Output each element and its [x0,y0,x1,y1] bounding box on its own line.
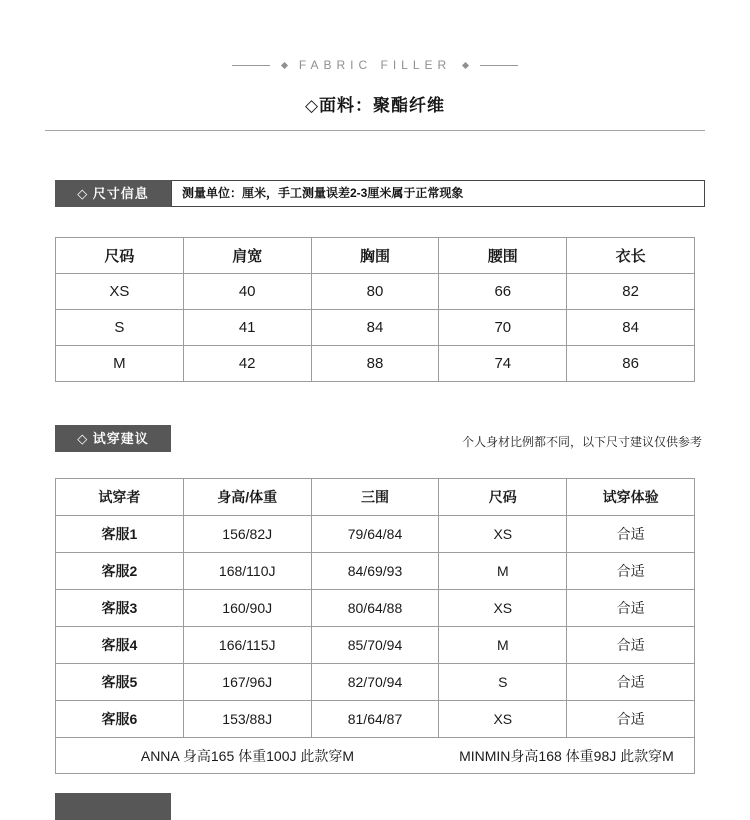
table-cell: 66 [439,274,567,310]
footer-note: ANNA 身高165 体重100J 此款穿M [56,738,439,774]
table-cell: 41 [183,310,311,346]
next-section-label-partial [55,793,171,820]
table-row [56,664,695,701]
fit-disclaimer-note: 个人身材比例都不同，以下尺寸建议仅供参考 [461,435,702,449]
table-cell: 80 [311,274,439,310]
table-cell: 70 [439,310,567,346]
table-row [56,553,695,590]
table-row [56,310,695,346]
column-header: 胸围 [311,238,439,274]
table-cell: M [439,627,567,664]
row-header-cell: 客服1 [56,516,184,553]
table-row [56,346,695,382]
table-cell: 合适 [567,516,695,553]
table-cell: 82/70/94 [311,664,439,701]
divider-line [480,65,518,66]
measurement-note: 测量单位：厘米，手工测量误差2-3厘米属于正常现象 [171,180,705,207]
table-cell: 合适 [567,553,695,590]
fabric-title: ◇面料：聚酯纤维 [304,96,446,115]
brand-text: FABRIC FILLER [298,58,452,72]
column-header: 身高/体重 [183,479,311,516]
table-cell: XS [439,701,567,738]
table-cell: XS [439,516,567,553]
table-cell: 160/90J [183,590,311,627]
table-cell: 合适 [567,627,695,664]
row-header-cell: S [56,310,184,346]
size-section-label: ◇ 尺寸信息 [55,180,171,207]
row-header-cell: 客服2 [56,553,184,590]
column-header: 腰围 [439,238,567,274]
table-cell: 86 [567,346,695,382]
table-row [56,701,695,738]
table-cell: 84 [311,310,439,346]
table-cell: 40 [183,274,311,310]
table-cell: 82 [567,274,695,310]
table-footer-row [56,738,695,774]
row-header-cell: 客服3 [56,590,184,627]
table-cell: 合适 [567,701,695,738]
table-row [56,274,695,310]
table-row [56,627,695,664]
table-cell: XS [439,590,567,627]
size-table [55,237,695,382]
table-cell: 84/69/93 [311,553,439,590]
table-cell: 81/64/87 [311,701,439,738]
column-header: 试穿体验 [567,479,695,516]
brand-header [0,58,750,72]
table-row [56,590,695,627]
table-cell: 167/96J [183,664,311,701]
footer-note: MINMIN身高168 体重98J 此款穿M [439,738,695,774]
table-cell: 74 [439,346,567,382]
column-header: 三围 [311,479,439,516]
fit-table-wrap [55,478,695,774]
size-table-wrap [55,237,695,382]
table-cell: 153/88J [183,701,311,738]
table-cell: 85/70/94 [311,627,439,664]
diamond-icon [462,61,469,68]
row-header-cell: 客服4 [56,627,184,664]
table-header-row [56,238,695,274]
row-header-cell: M [56,346,184,382]
table-cell: 166/115J [183,627,311,664]
divider-line [232,65,270,66]
table-cell: 42 [183,346,311,382]
table-header-row [56,479,695,516]
table-cell: 84 [567,310,695,346]
table-cell: 156/82J [183,516,311,553]
horizontal-rule [45,130,705,131]
row-header-cell: XS [56,274,184,310]
column-header: 衣长 [567,238,695,274]
fit-section-label: ◇ 试穿建议 [55,425,171,452]
row-header-cell: 客服6 [56,701,184,738]
table-cell: 合适 [567,664,695,701]
row-header-cell: 客服5 [56,664,184,701]
fit-table [55,478,695,774]
table-cell: 80/64/88 [311,590,439,627]
table-row [56,516,695,553]
table-cell: M [439,553,567,590]
column-header: 尺码 [56,238,184,274]
column-header: 肩宽 [183,238,311,274]
column-header: 试穿者 [56,479,184,516]
table-cell: 79/64/84 [311,516,439,553]
table-cell: S [439,664,567,701]
table-cell: 168/110J [183,553,311,590]
table-cell: 88 [311,346,439,382]
diamond-icon [281,61,288,68]
column-header: 尺码 [439,479,567,516]
table-cell: 合适 [567,590,695,627]
